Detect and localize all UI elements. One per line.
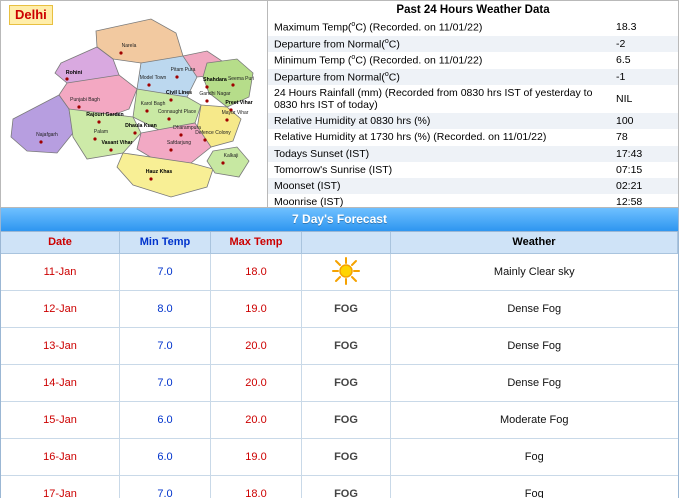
forecast-min-temp: 8.0 xyxy=(120,291,211,328)
past-24-hours-value: -2 xyxy=(608,36,678,53)
column-header-date: Date xyxy=(1,232,120,254)
column-header-icon xyxy=(302,232,391,254)
column-header-min-temp: Min Temp xyxy=(120,232,211,254)
fog-icon: FOG xyxy=(302,439,391,476)
past-24-hours-row xyxy=(268,194,678,210)
forecast-row xyxy=(1,439,678,476)
forecast-max-temp: 20.0 xyxy=(211,328,302,365)
map-place-label: Safdarjung xyxy=(166,140,192,146)
delhi-district-map xyxy=(0,0,268,208)
forecast-row xyxy=(1,254,678,291)
sun-icon xyxy=(331,257,361,285)
map-place-label: Hauz Khas xyxy=(145,169,173,175)
forecast-header-row xyxy=(1,232,678,254)
past-24-hours-row xyxy=(268,19,678,36)
column-header-max-temp: Max Temp xyxy=(211,232,302,254)
past-24-hours-value: 18.3 xyxy=(616,21,637,34)
past-24-hours-value: 100 xyxy=(608,113,678,129)
forecast-row xyxy=(1,328,678,365)
forecast-row xyxy=(1,476,678,498)
forecast-date: 14-Jan xyxy=(1,365,120,402)
past-24-hours-value: 12:58 xyxy=(616,195,643,208)
map-region-south xyxy=(117,153,213,197)
map-graphic xyxy=(1,1,268,208)
past-24-hours-value: 78 xyxy=(616,131,628,144)
forecast-max-temp: 20.0 xyxy=(211,365,302,402)
forecast-min-temp: 7.0 xyxy=(120,365,211,402)
forecast-date: 16-Jan xyxy=(1,439,120,476)
past-24-hours-row xyxy=(268,69,678,86)
past-24-hours-row xyxy=(268,36,678,53)
past-24-hours-row xyxy=(268,129,678,145)
degree-superscript: o xyxy=(384,70,389,78)
past-24-hours-label: Departure from Normal($^o$C) xyxy=(268,69,608,86)
past-24-hours-label: Todays Sunset (IST) xyxy=(268,146,608,162)
map-place-label: Punjabi Bagh xyxy=(70,97,100,103)
map-place-label: Gandhi Nagar xyxy=(199,91,231,97)
forecast-row xyxy=(1,291,678,328)
forecast-weather: Mainly Clear sky xyxy=(391,254,678,291)
fog-icon: FOG xyxy=(302,328,391,365)
past-24-hours-row xyxy=(268,52,678,69)
forecast-weather: Moderate Fog xyxy=(391,402,678,439)
past-24-hours-value: 07:15 xyxy=(616,163,643,176)
map-place-label: Kalkaji xyxy=(223,153,239,159)
map-region-najafgarh xyxy=(11,95,73,153)
map-place-label: Palam xyxy=(93,129,109,135)
map-title: Delhi xyxy=(9,5,53,25)
forecast-row xyxy=(1,402,678,439)
map-place-label: Narela xyxy=(121,43,137,49)
forecast-max-temp: 19.0 xyxy=(211,439,302,476)
past-24-hours-title: Past 24 Hours Weather Data xyxy=(268,1,678,19)
past-24-hours-value: NIL xyxy=(616,93,633,106)
map-place-label: Vasant Vihar xyxy=(101,140,133,146)
past-24-hours-label: Moonrise (IST) xyxy=(274,195,344,208)
map-place-label: Pitam Pura xyxy=(170,67,196,73)
map-place-label: Dhaula Kuan xyxy=(125,123,157,129)
past-24-hours-panel xyxy=(268,0,679,208)
map-place-label: Defence Colony xyxy=(195,130,231,136)
past-24-hours-label: Minimum Temp ($^o$C) (Recorded. on 11/01/22) xyxy=(274,54,483,67)
past-24-hours-value: 17:43 xyxy=(608,146,678,162)
past-24-hours-row xyxy=(268,178,678,194)
sun-icon xyxy=(302,254,391,291)
past-24-hours-label: 24 Hours Rainfall (mm) (Recorded from 0830 hrs IST of yesterday to 0830 hrs IST of today) xyxy=(274,87,593,112)
past-24-hours-row xyxy=(268,146,678,162)
forecast-date: 13-Jan xyxy=(1,328,120,365)
forecast-weather: Fog xyxy=(391,476,678,498)
forecast-max-temp: 18.0 xyxy=(211,476,302,498)
fog-icon: FOG xyxy=(302,476,391,498)
map-place-label: Mayur Vihar xyxy=(221,110,249,116)
past-24-hours-value: 6.5 xyxy=(616,54,631,67)
degree-superscript: o xyxy=(351,54,356,62)
past-24-hours-label: Moonset (IST) xyxy=(268,178,608,194)
map-place-label: Dharampura xyxy=(173,125,201,131)
map-region-kalkaji xyxy=(207,147,249,177)
past-24-hours-label: Tomorrow's Sunrise (IST) xyxy=(274,163,393,176)
forecast-row xyxy=(1,365,678,402)
map-place-label: Seema Puri xyxy=(227,76,255,82)
map-place-label: Civil Lines xyxy=(166,90,192,96)
map-place-label: Model Town xyxy=(139,75,167,81)
fog-icon: FOG xyxy=(302,365,391,402)
forecast-date: 12-Jan xyxy=(1,291,120,328)
past-24-hours-row xyxy=(268,113,678,129)
forecast-weather: Dense Fog xyxy=(391,291,678,328)
past-24-hours-value: 02:21 xyxy=(608,178,678,194)
map-place-label: Connaught Place xyxy=(157,109,197,115)
forecast-min-temp: 6.0 xyxy=(120,439,211,476)
forecast-max-temp: 18.0 xyxy=(211,254,302,291)
fog-icon: FOG xyxy=(302,291,391,328)
forecast-title: 7 Day's Forecast xyxy=(1,208,678,232)
forecast-date: 17-Jan xyxy=(1,476,120,498)
degree-superscript: o xyxy=(351,21,356,28)
past-24-hours-row xyxy=(268,85,678,113)
forecast-weather: Dense Fog xyxy=(391,365,678,402)
forecast-min-temp: 7.0 xyxy=(120,254,211,291)
forecast-max-temp: 20.0 xyxy=(211,402,302,439)
past-24-hours-label: Departure from Normal($^o$C) xyxy=(268,36,608,53)
forecast-min-temp: 6.0 xyxy=(120,402,211,439)
seven-day-forecast-panel xyxy=(0,208,679,498)
degree-superscript: o xyxy=(384,37,389,45)
forecast-min-temp: 7.0 xyxy=(120,328,211,365)
forecast-weather: Dense Fog xyxy=(391,328,678,365)
forecast-min-temp: 7.0 xyxy=(120,476,211,498)
forecast-date: 11-Jan xyxy=(1,254,120,291)
forecast-weather: Fog xyxy=(391,439,678,476)
map-place-label: Karol Bagh xyxy=(140,101,166,107)
map-place-label: Shahdara xyxy=(203,77,227,83)
top-section xyxy=(0,0,679,208)
past-24-hours-value: -1 xyxy=(608,69,678,86)
forecast-date: 15-Jan xyxy=(1,402,120,439)
forecast-max-temp: 19.0 xyxy=(211,291,302,328)
past-24-hours-row xyxy=(268,162,678,178)
past-24-hours-table xyxy=(268,19,678,210)
column-header-weather: Weather xyxy=(391,232,678,254)
past-24-hours-label: Relative Humidity at 0830 hrs (%) xyxy=(268,113,608,129)
map-place-label: Najafgarh xyxy=(36,132,58,138)
past-24-hours-label: Relative Humidity at 1730 hrs (%) (Recorded. on 11/01/22) xyxy=(274,131,547,144)
forecast-table xyxy=(1,232,678,498)
map-place-label: Preet Vihar xyxy=(225,100,253,106)
past-24-hours-label: Maximum Temp($^o$C) (Recorded. on 11/01/22) xyxy=(274,21,483,34)
map-place-label: Rohini xyxy=(65,70,83,76)
fog-icon: FOG xyxy=(302,402,391,439)
map-place-label: Rajouri Garden xyxy=(86,112,124,118)
